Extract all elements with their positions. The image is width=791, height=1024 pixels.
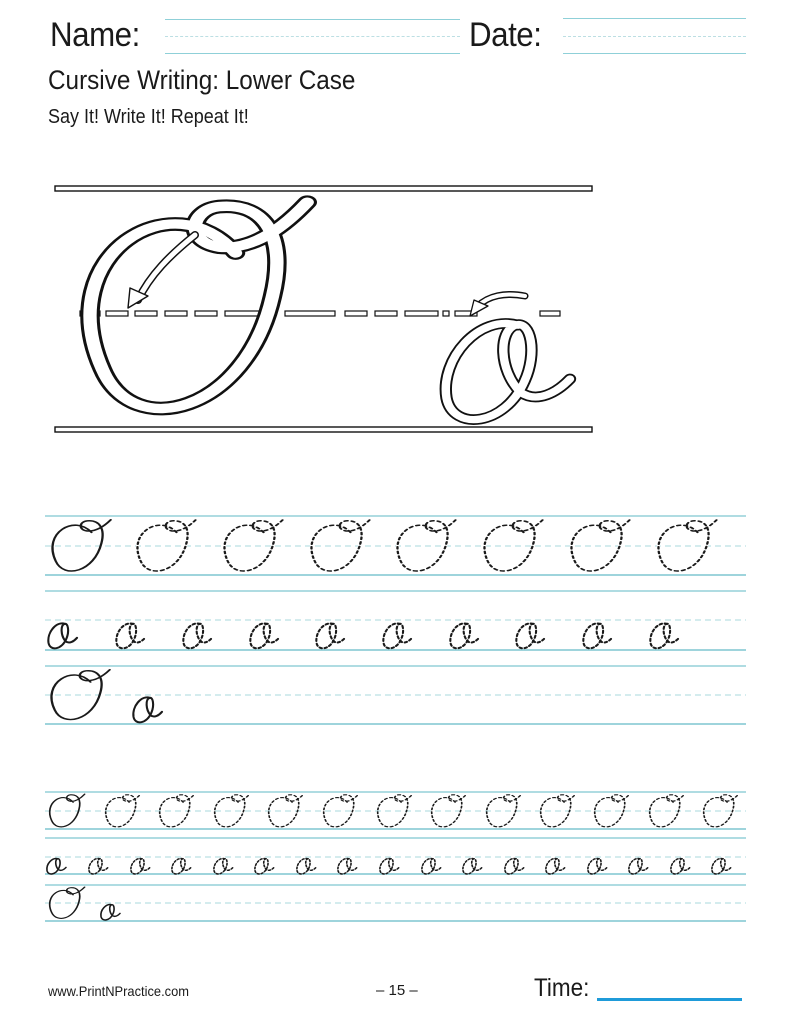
time-label: Time: [534,974,590,1002]
block2-free-row [50,887,120,920]
time-field[interactable] [597,998,742,1001]
block1-free-row [51,670,162,723]
page-number: – 15 – [376,982,418,999]
name-label: Name: [50,16,140,54]
website-link[interactable]: www.PrintNPractice.com [48,983,190,999]
demo-capital-o [90,202,307,408]
block1-lowercase-row [48,623,679,648]
block2-lowercase-row [47,859,731,874]
block1-uppercase-traces [137,520,716,571]
page-title: Cursive Writing: Lower Case [48,65,356,95]
practice-block-1-lines [45,516,746,724]
date-label: Date: [469,16,542,54]
page-subtitle: Say It! Write It! Repeat It! [48,106,249,128]
block2-uppercase-row [50,794,739,827]
practice-block-2-lines [45,792,746,921]
